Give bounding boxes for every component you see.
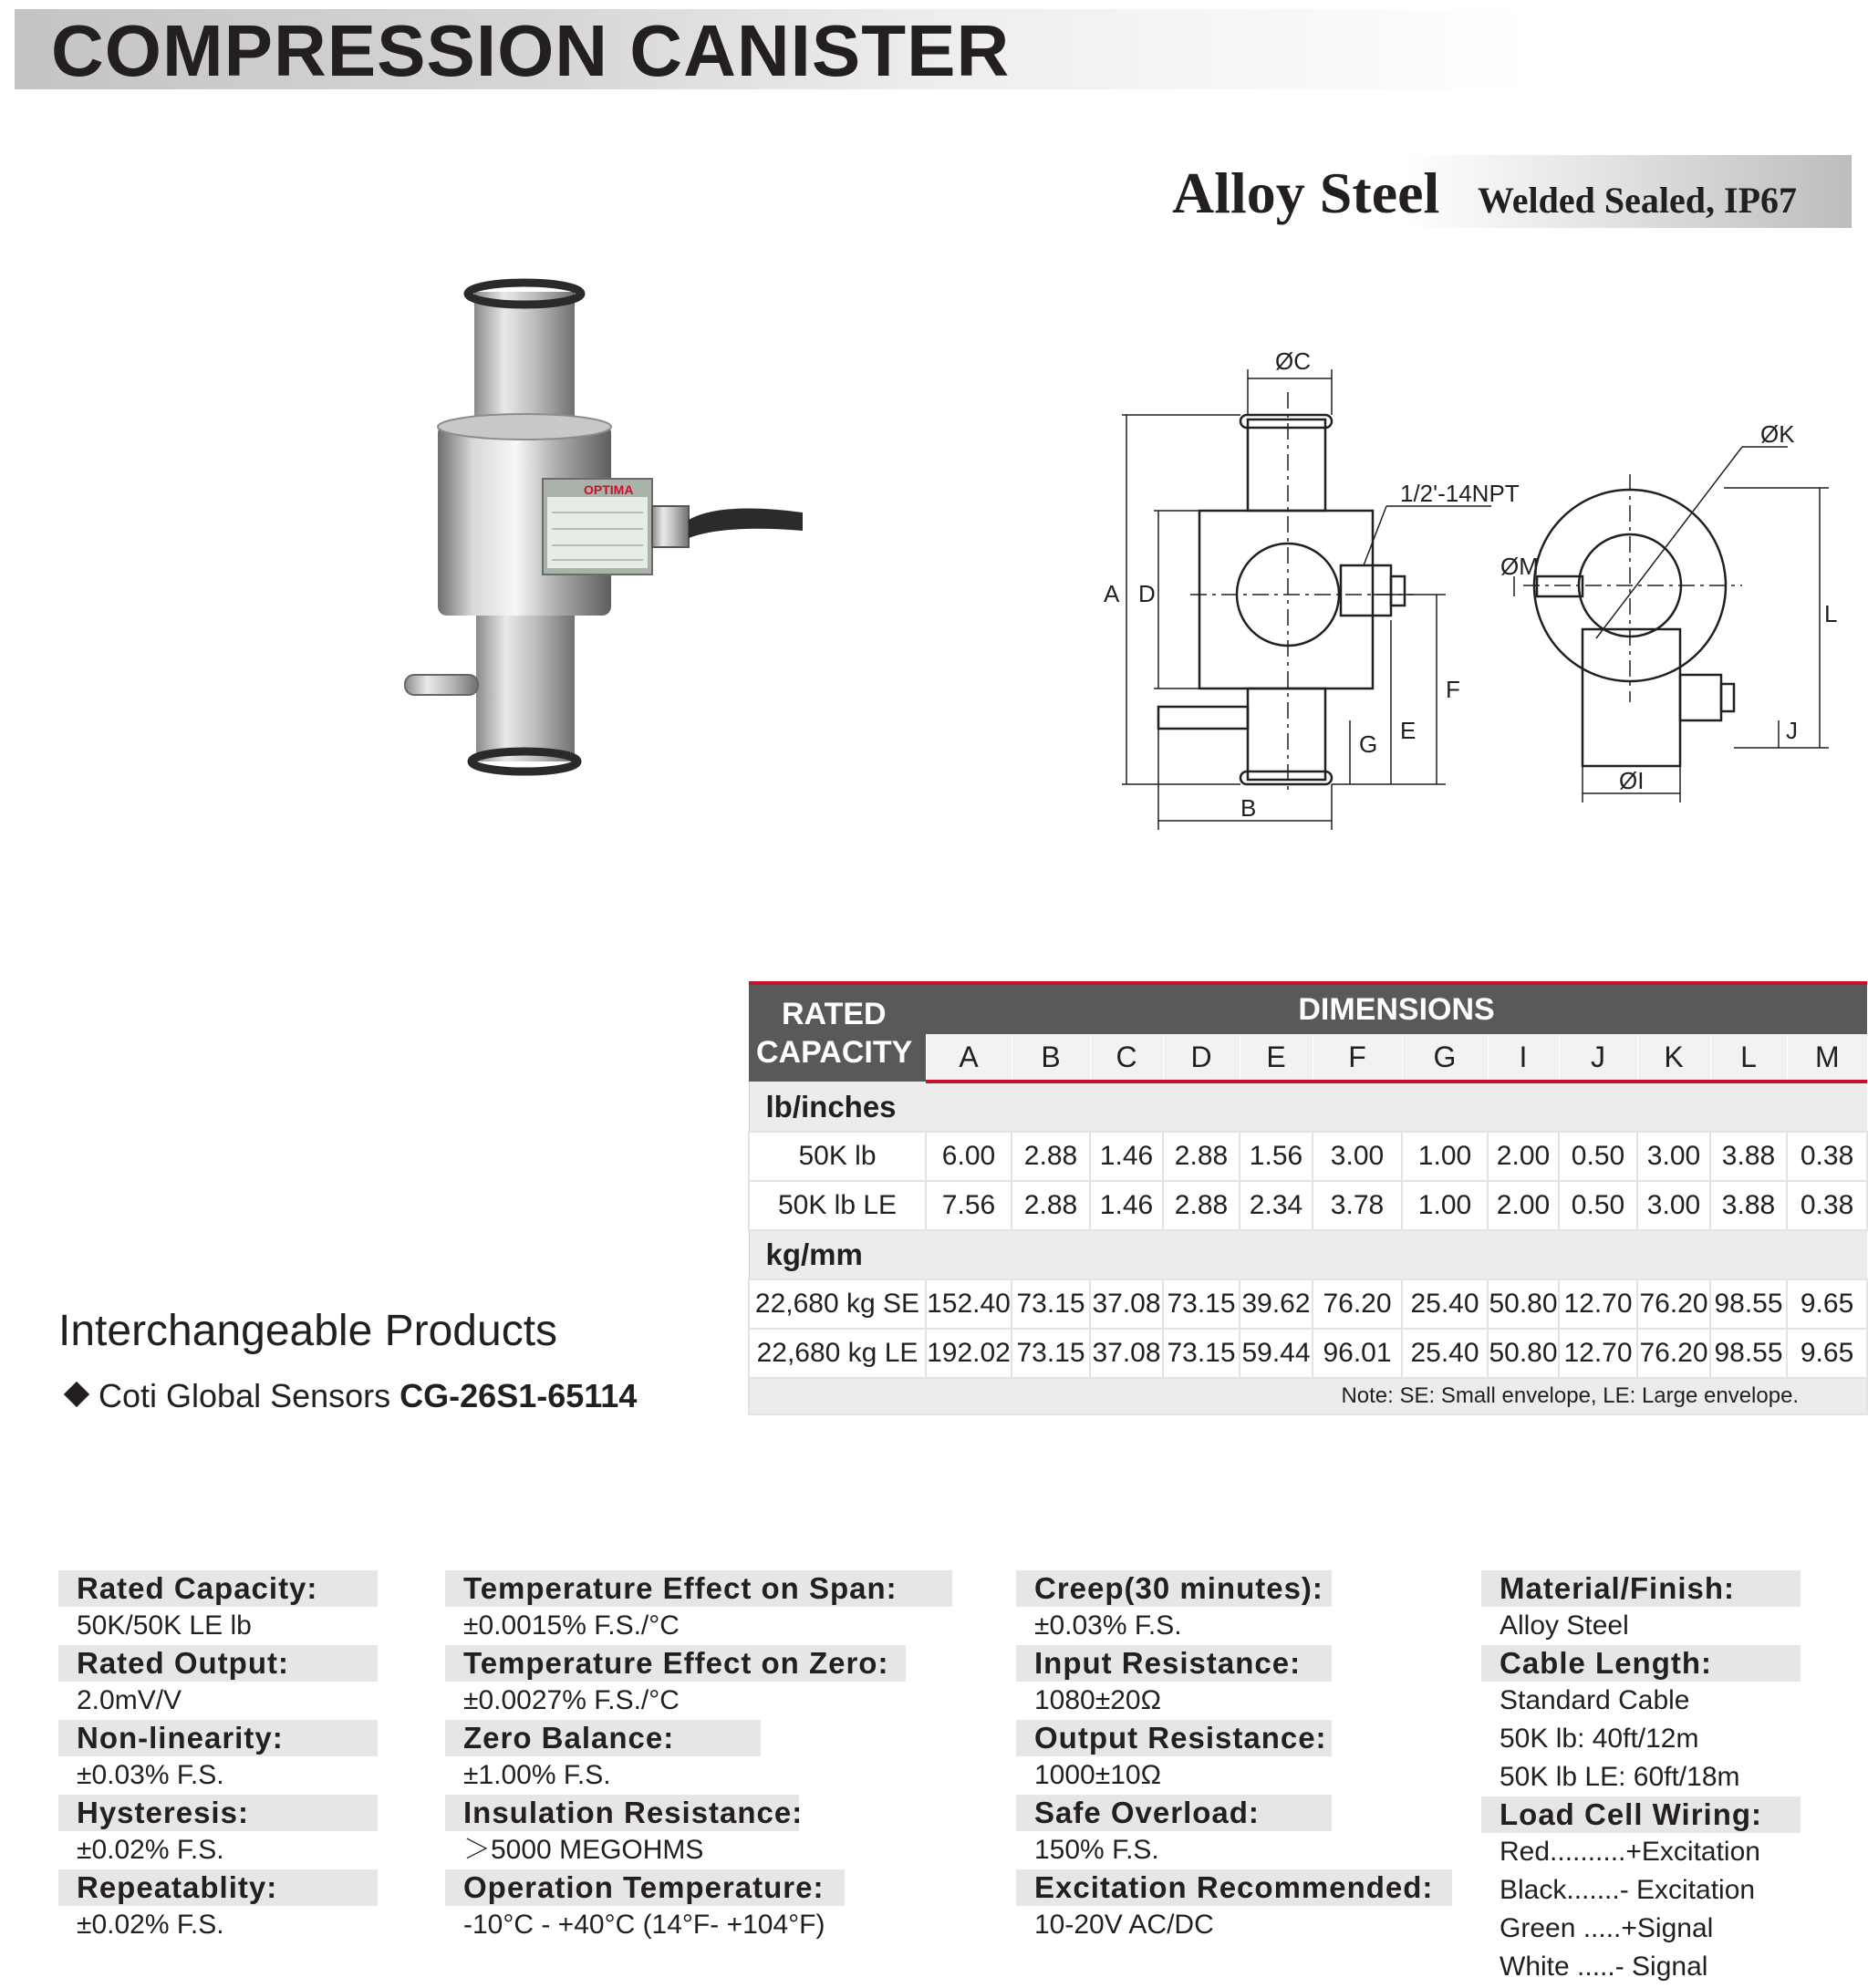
table-cell: 0.38 — [1787, 1181, 1867, 1230]
spec-label: Rated Capacity: — [58, 1570, 378, 1607]
label-j: J — [1786, 717, 1798, 744]
table-cell: 1.00 — [1402, 1181, 1488, 1230]
spec-value: ＞5000 MEGOHMS — [463, 1835, 704, 1865]
diamond-bullet-icon — [64, 1382, 89, 1407]
spec-value: 10-20V AC/DC — [1034, 1910, 1214, 1940]
table-cell: 1.56 — [1240, 1132, 1313, 1181]
label-k: ØK — [1760, 420, 1795, 448]
wiring-item: White .....- Signal — [1500, 1952, 1708, 1982]
table-cell: 3.78 — [1313, 1181, 1402, 1230]
table-cell: 7.56 — [926, 1181, 1012, 1230]
label-d: D — [1138, 580, 1156, 607]
spec-value: ±0.03% F.S. — [1034, 1610, 1182, 1641]
table-cell: 0.50 — [1559, 1132, 1637, 1181]
label-i: ØI — [1619, 767, 1645, 794]
spec-label: Safe Overload: — [1016, 1795, 1332, 1831]
table-cell: 12.70 — [1559, 1279, 1637, 1329]
table-cell: 2.88 — [1012, 1181, 1090, 1230]
spec-value: 2.0mV/V — [77, 1685, 182, 1715]
table-cell: 0.50 — [1559, 1181, 1637, 1230]
label-npt: 1/2'-14NPT — [1400, 480, 1520, 507]
spec-label: Load Cell Wiring: — [1481, 1796, 1801, 1833]
spec-label: Input Resistance: — [1016, 1645, 1332, 1682]
column-header: K — [1637, 1034, 1710, 1082]
table-cell: 73.15 — [1163, 1279, 1240, 1329]
table-cell: 98.55 — [1710, 1329, 1787, 1378]
spec-label: Creep(30 minutes): — [1016, 1570, 1332, 1607]
spec-label: Temperature Effect on Span: — [445, 1570, 952, 1607]
label-m: ØM — [1500, 553, 1539, 580]
table-cell: 76.20 — [1313, 1279, 1402, 1329]
spec-value: ±1.00% F.S. — [463, 1760, 611, 1790]
spec-value: 50K lb: 40ft/12m — [1500, 1724, 1699, 1754]
spec-column-1 — [58, 1570, 378, 1944]
spec-label: Non-linearity: — [58, 1720, 378, 1756]
product-photo — [401, 274, 812, 784]
table-cell: 2.88 — [1163, 1132, 1240, 1181]
spec-value: ±0.02% F.S. — [77, 1910, 224, 1940]
label-g: G — [1359, 730, 1378, 758]
table-row — [749, 1329, 1867, 1378]
table-cell: 76.20 — [1637, 1279, 1710, 1329]
label-b: B — [1240, 794, 1257, 822]
table-cell: 3.00 — [1637, 1181, 1710, 1230]
table-row — [749, 1181, 1867, 1230]
title-bar — [15, 9, 1529, 89]
table-cell: 25.40 — [1402, 1279, 1488, 1329]
spec-label: Output Resistance: — [1016, 1720, 1332, 1756]
table-cell: 3.88 — [1710, 1132, 1787, 1181]
spec-label: Repeatablity: — [58, 1869, 378, 1906]
table-cell: 73.15 — [1012, 1279, 1090, 1329]
spec-value: Standard Cable — [1500, 1685, 1690, 1715]
column-header: C — [1090, 1034, 1163, 1082]
interchangeable-brand: Coti Global Sensors — [99, 1377, 391, 1414]
spec-value: ±0.03% F.S. — [77, 1760, 224, 1790]
dimensions-table — [748, 981, 1868, 1415]
label-f: F — [1446, 676, 1460, 703]
spec-label: Hysteresis: — [58, 1795, 378, 1831]
spec-label: Operation Temperature: — [445, 1869, 845, 1906]
spec-label: Zero Balance: — [445, 1720, 761, 1756]
table-cell: 96.01 — [1313, 1329, 1402, 1378]
spec-column-4 — [1481, 1570, 1801, 1986]
row-label: 50K lb LE — [749, 1181, 926, 1230]
table-cell: 50.80 — [1488, 1279, 1559, 1329]
technical-drawing — [1085, 337, 1852, 839]
column-header: M — [1787, 1034, 1867, 1082]
table-cell: 1.46 — [1090, 1181, 1163, 1230]
table-cell: 152.40 — [926, 1279, 1012, 1329]
column-header: L — [1710, 1034, 1787, 1082]
table-cell: 2.34 — [1240, 1181, 1313, 1230]
table-cell: 39.62 — [1240, 1279, 1313, 1329]
column-header: I — [1488, 1034, 1559, 1082]
table-cell: 9.65 — [1787, 1329, 1867, 1378]
wiring-item: Red..........+Excitation — [1500, 1837, 1760, 1867]
table-cell: 59.44 — [1240, 1329, 1313, 1378]
page-title: COMPRESSION CANISTER — [51, 10, 1011, 91]
label-e: E — [1400, 717, 1417, 744]
metric-rows — [749, 1279, 1867, 1378]
column-header: B — [1012, 1034, 1090, 1082]
spec-value: ±0.0015% F.S./°C — [463, 1610, 680, 1641]
column-header: F — [1313, 1034, 1402, 1082]
label-a: A — [1104, 580, 1120, 607]
spec-label: Temperature Effect on Zero: — [445, 1645, 906, 1682]
spec-value: 150% F.S. — [1034, 1835, 1159, 1865]
table-cell: 3.88 — [1710, 1181, 1787, 1230]
table-cell: 73.15 — [1163, 1329, 1240, 1378]
table-cell: 6.00 — [926, 1132, 1012, 1181]
interchangeable-item — [62, 1377, 637, 1415]
table-cell: 9.65 — [1787, 1279, 1867, 1329]
spec-column-3 — [1016, 1570, 1452, 1944]
spec-value: ±0.02% F.S. — [77, 1835, 224, 1865]
spec-label: Insulation Resistance: — [445, 1795, 799, 1831]
spec-value: 50K lb LE: 60ft/18m — [1500, 1762, 1740, 1792]
table-cell: 1.00 — [1402, 1132, 1488, 1181]
column-header: G — [1402, 1034, 1488, 1082]
column-header: D — [1163, 1034, 1240, 1082]
row-label: 22,680 kg LE — [749, 1329, 926, 1378]
table-cell: 2.00 — [1488, 1181, 1559, 1230]
interchangeable-title: Interchangeable Products — [58, 1307, 558, 1355]
spec-column-2 — [445, 1570, 952, 1944]
spec-value: Alloy Steel — [1500, 1610, 1629, 1641]
material-subtitle: Welded Sealed, IP67 — [1478, 180, 1798, 221]
dimensions-header: DIMENSIONS — [926, 983, 1867, 1034]
spec-value: -10°C - +40°C (14°F- +104°F) — [463, 1910, 825, 1940]
table-cell: 50.80 — [1488, 1329, 1559, 1378]
rated-capacity-header-line1: RATED — [782, 997, 887, 1031]
table-cell: 0.38 — [1787, 1132, 1867, 1181]
spec-value: 1000±10Ω — [1034, 1760, 1161, 1790]
unit-metric: kg/mm — [749, 1230, 1867, 1279]
table-cell: 3.00 — [1637, 1132, 1710, 1181]
row-label: 22,680 kg SE — [749, 1279, 926, 1329]
table-cell: 98.55 — [1710, 1279, 1787, 1329]
spec-label: Excitation Recommended: — [1016, 1869, 1452, 1906]
table-cell: 2.88 — [1012, 1132, 1090, 1181]
unit-imperial: lb/inches — [749, 1082, 1867, 1132]
spec-label: Rated Output: — [58, 1645, 378, 1682]
table-cell: 76.20 — [1637, 1329, 1710, 1378]
wiring-item: Black.......- Excitation — [1500, 1875, 1756, 1905]
label-c: ØC — [1275, 347, 1311, 375]
rated-capacity-header-line2: CAPACITY — [756, 1035, 913, 1070]
table-cell: 1.46 — [1090, 1132, 1163, 1181]
table-row — [749, 1279, 1867, 1329]
table-cell: 73.15 — [1012, 1329, 1090, 1378]
spec-value: 1080±20Ω — [1034, 1685, 1161, 1715]
table-cell: 25.40 — [1402, 1329, 1488, 1378]
table-cell: 37.08 — [1090, 1329, 1163, 1378]
brand-label: OPTIMA — [584, 482, 634, 497]
rated-capacity-header — [749, 983, 926, 1082]
table-cell: 3.00 — [1313, 1132, 1402, 1181]
table-cell: 2.88 — [1163, 1181, 1240, 1230]
table-note: Note: SE: Small envelope, LE: Large envelope. — [749, 1378, 1867, 1414]
table-row — [749, 1132, 1867, 1181]
table-cell: 12.70 — [1559, 1329, 1637, 1378]
wiring-item: Green .....+Signal — [1500, 1913, 1714, 1943]
table-cell: 37.08 — [1090, 1279, 1163, 1329]
interchangeable-model: CG-26S1-65114 — [400, 1377, 638, 1414]
imperial-rows — [749, 1132, 1867, 1230]
label-l: L — [1824, 600, 1838, 627]
material-title: Alloy Steel — [1172, 160, 1440, 225]
column-header: A — [926, 1034, 1012, 1082]
table-cell: 192.02 — [926, 1329, 1012, 1378]
spec-value: 50K/50K LE lb — [77, 1610, 252, 1641]
spec-label: Cable Length: — [1481, 1645, 1801, 1682]
column-header: E — [1240, 1034, 1313, 1082]
column-header: J — [1559, 1034, 1637, 1082]
spec-label: Material/Finish: — [1481, 1570, 1801, 1607]
spec-value: ±0.0027% F.S./°C — [463, 1685, 680, 1715]
table-cell: 2.00 — [1488, 1132, 1559, 1181]
row-label: 50K lb — [749, 1132, 926, 1181]
